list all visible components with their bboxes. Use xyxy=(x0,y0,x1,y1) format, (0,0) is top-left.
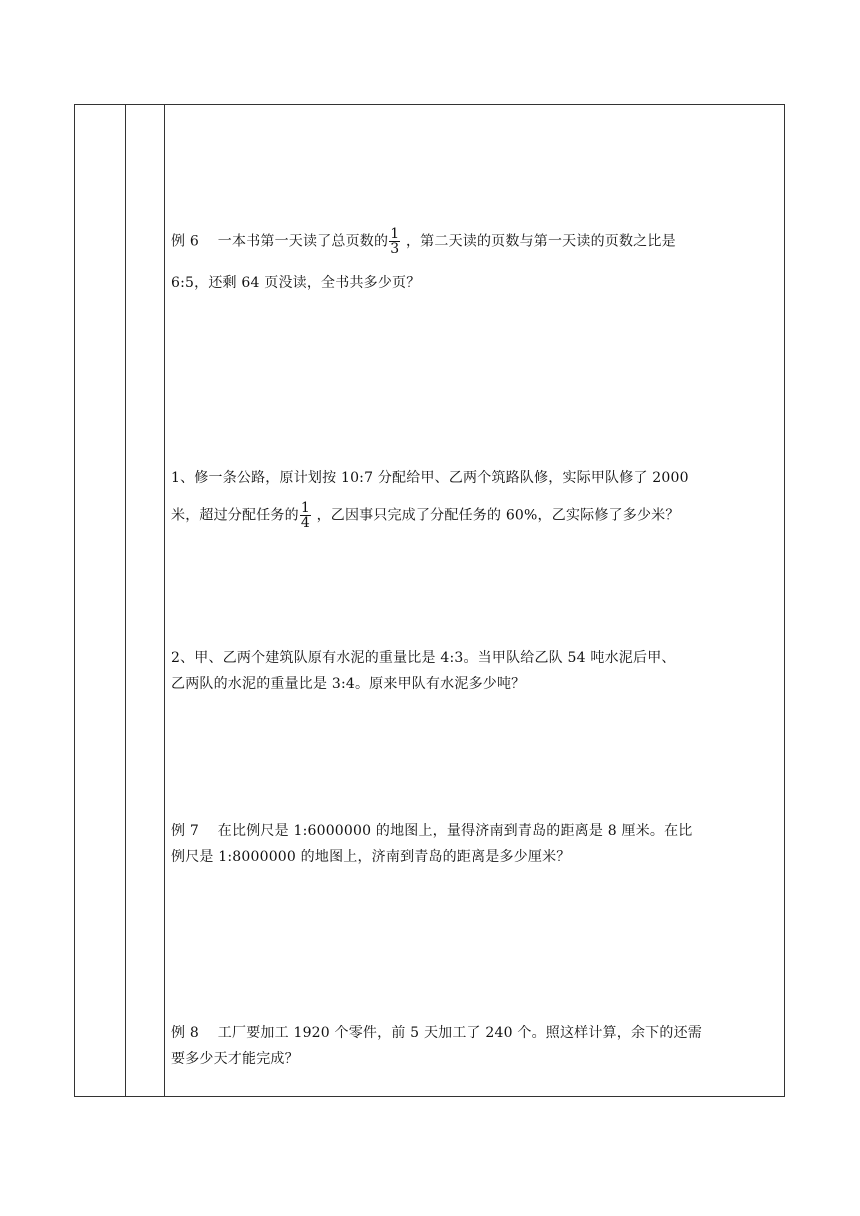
question-1 xyxy=(171,465,776,530)
worksheet-table xyxy=(74,104,785,1097)
column-divider-2 xyxy=(164,105,165,1096)
question-1-line-1: 1、修一条公路，原计划按 10:7 分配给甲、乙两个筑路队修，实际甲队修了 2000 xyxy=(171,470,689,486)
example-8-line-2: 要多少天才能完成？ xyxy=(171,1051,299,1067)
fraction-one-third: $\frac{1}{3}$ xyxy=(390,226,400,257)
question-2-line-1: 2、甲、乙两个建筑队原有水泥的重量比是 4:3。当甲队给乙队 54 吨水泥后甲、 xyxy=(171,650,676,666)
question-2-line-2: 乙两队的水泥的重量比是 3:4。原来甲队有水泥多少吨？ xyxy=(171,676,526,692)
question-1-line-2: 米，超过分配任务的 $\frac{1}{4}$ ，乙因事只完成了分配任务的 60%，乙实际修了多少米？ xyxy=(171,500,680,531)
question-2 xyxy=(171,645,776,697)
example-7 xyxy=(171,818,776,870)
example-8-line-1: 例 8 工厂要加工 1920 个零件，前 5 天加工了 240 个。照这样计算，余下的还需 xyxy=(171,1025,702,1041)
example-7-line-1: 例 7 在比例尺是 1:6000000 的地图上，量得济南到青岛的距离是 8 厘米。在比 xyxy=(171,823,693,839)
example-7-line-2: 例尺是 1:8000000 的地图上，济南到青岛的距离是多少厘米？ xyxy=(171,849,571,865)
fraction-one-fourth: $\frac{1}{4}$ xyxy=(300,500,310,531)
column-divider-1 xyxy=(125,105,126,1096)
content-cell xyxy=(171,105,776,1096)
example-6-line-2: 6:5，还剩 64 页没读，全书共多少页？ xyxy=(171,275,421,291)
example-6-line-1: 例 6 一本书第一天读了总页数的 $\frac{1}{3}$ ，第二天读的页数与第一天读的页数之比是 xyxy=(171,226,676,257)
example-6 xyxy=(171,227,776,296)
example-8 xyxy=(171,1020,776,1072)
